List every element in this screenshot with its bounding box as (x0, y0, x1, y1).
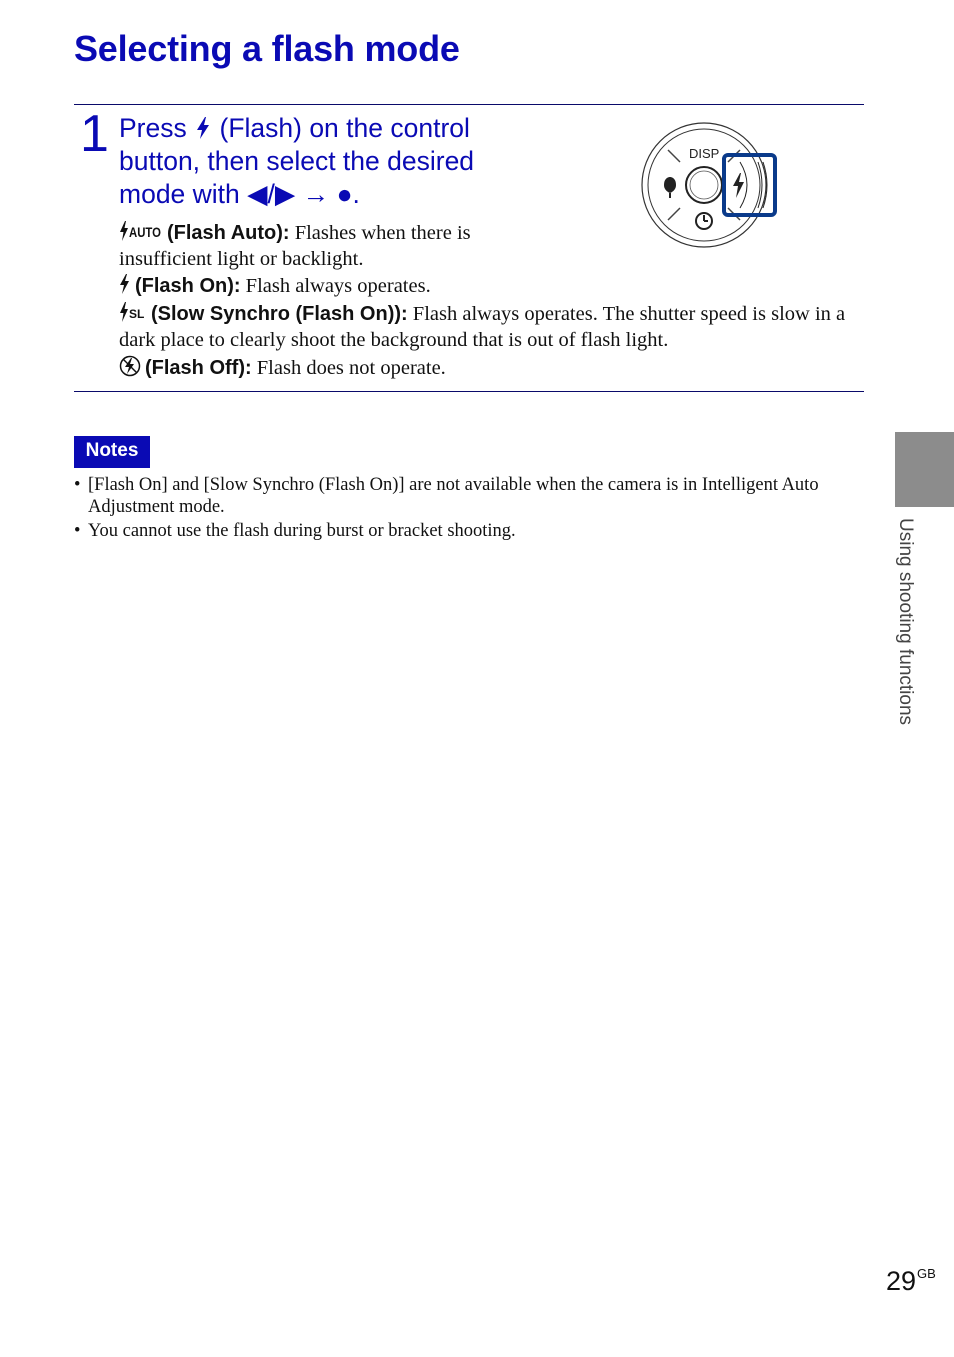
mode-term: (Flash On): (135, 275, 241, 297)
notes-list (74, 474, 864, 544)
page-number-value: 29 (886, 1266, 917, 1296)
slow-synchro-icon (119, 301, 147, 323)
mode-description: Flash always operates. (245, 275, 431, 297)
disp-label: DISP (689, 146, 720, 161)
mode-description: Flashes when there is insufficient light or backlight. (119, 222, 471, 270)
bottom-divider (74, 391, 864, 392)
heading-part-1: Press (119, 113, 187, 143)
flash-off-icon (119, 355, 141, 377)
mode-term: (Flash Off): (145, 357, 252, 379)
mode-description: Flash does not operate. (256, 357, 446, 379)
list-item: • You cannot use the flash during burst or bracket shooting. (74, 520, 864, 542)
arrow-symbols: ◀/▶ → ● (247, 179, 353, 209)
page-title: Selecting a flash mode (74, 28, 460, 69)
mode-slow-synchro (119, 301, 849, 353)
section-tab-label: Using shooting functions (895, 518, 916, 726)
heading-part-2: (Flash) on the control button, then select the desired mode with (119, 113, 475, 209)
dial-flash-icon (733, 173, 744, 198)
flash-mode-list (119, 220, 849, 381)
step-number: 1 (80, 105, 109, 163)
flash-icon (194, 116, 212, 140)
mode-term: (Flash Auto): (167, 222, 290, 244)
mode-flash-auto (119, 220, 519, 272)
mode-description: Flash always operates. The shutter speed is slow in a dark place to clearly shoot the background that is out of flash light. (119, 303, 846, 351)
page-number (886, 1266, 936, 1297)
flash-auto-icon (119, 220, 163, 242)
mode-flash-on (119, 273, 849, 299)
flash-on-icon (119, 273, 131, 295)
flash-auto-icon-text: AUTO (129, 224, 162, 240)
heading-end: . (352, 179, 360, 209)
macro-icon (664, 177, 676, 198)
notes-badge: Notes (74, 436, 150, 468)
step-heading (119, 112, 539, 211)
slow-synchro-icon-text: SL (129, 307, 145, 321)
page-number-suffix: GB (917, 1266, 936, 1281)
mode-flash-off (119, 355, 849, 381)
list-item: • [Flash On] and [Slow Synchro (Flash On)] are not available when the camera is in Intelligent Auto Adjustment mode. (74, 474, 864, 518)
top-divider (74, 104, 864, 105)
section-tab (895, 432, 954, 507)
mode-term: (Slow Synchro (Flash On)): (151, 303, 408, 325)
